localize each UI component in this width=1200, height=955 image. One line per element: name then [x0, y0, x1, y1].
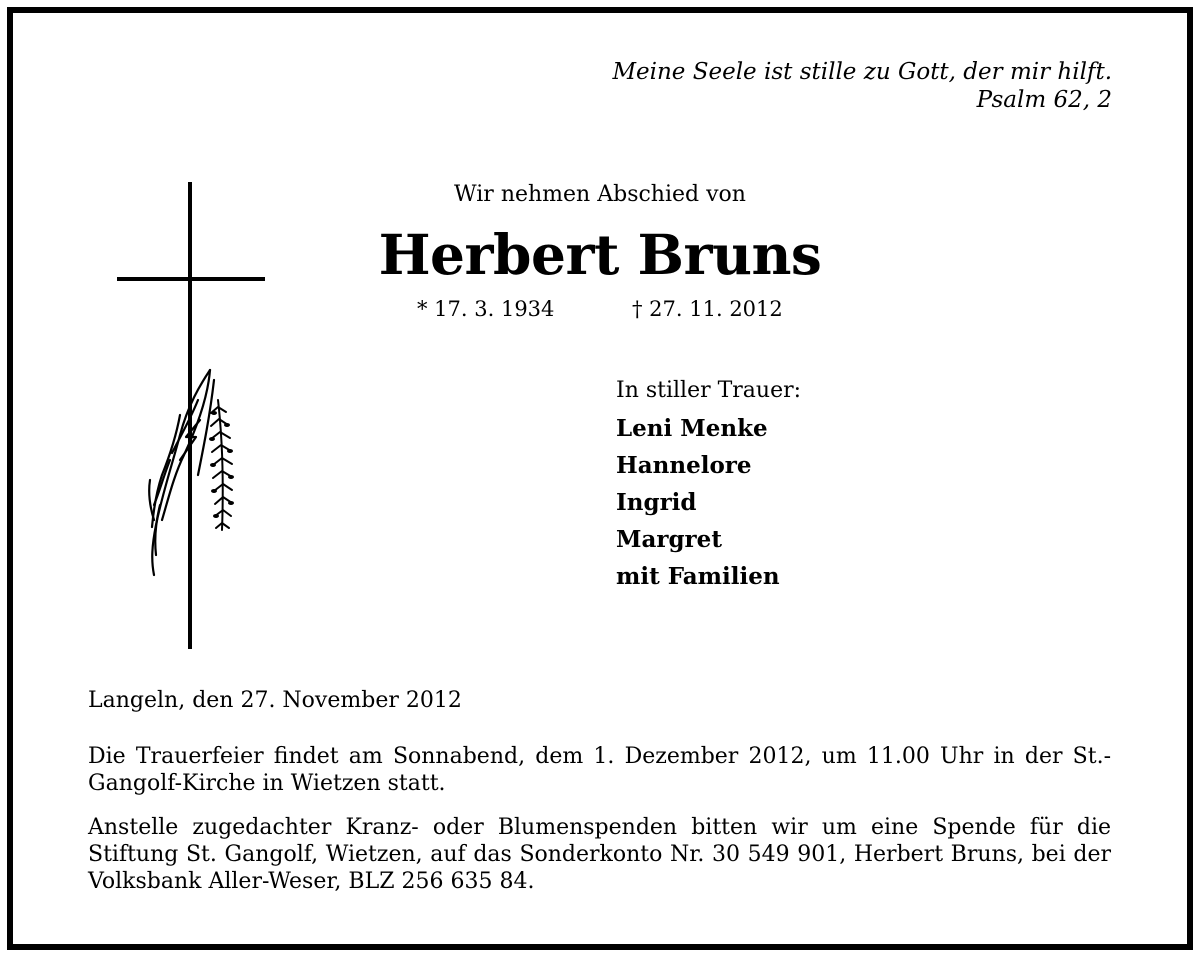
mourners-list [616, 410, 780, 595]
verse-text: Meine Seele ist stille zu Gott, der mir hilft. [612, 59, 1112, 85]
verse-reference: Psalm 62, 2 [976, 87, 1112, 113]
mourner-name: mit Familien [616, 563, 780, 590]
deceased-name: Herbert Bruns [378, 222, 822, 287]
mourning-label: In stiller Trauer: [616, 378, 802, 403]
mourner-name: Hannelore [616, 452, 752, 479]
mourner-name: Leni Menke [616, 415, 768, 442]
mourner-name: Margret [616, 526, 722, 553]
mourner-name: Ingrid [616, 489, 697, 516]
bible-verse [612, 58, 1112, 114]
donation-info: Anstelle zugedachter Kranz- oder Blumenspenden bitten wir um eine Spende für die Stiftung St. Gangolf, Wietzen, auf das Sonderkonto Nr. 30 549 901, Herbert Bruns, bei der Volksbank Aller-Weser, BLZ 256 635 84. [88, 815, 1111, 894]
intro-line: Wir nehmen Abschied von [454, 182, 746, 207]
birth-date: * 17. 3. 1934 [417, 297, 555, 321]
death-date: † 27. 11. 2012 [632, 297, 783, 321]
funeral-info: Die Trauerfeier findet am Sonnabend, dem 1. Dezember 2012, um 11.00 Uhr in der St.-Gangolf-Kirche in Wietzen statt. [88, 744, 1111, 796]
place-date: Langeln, den 27. November 2012 [88, 688, 462, 713]
